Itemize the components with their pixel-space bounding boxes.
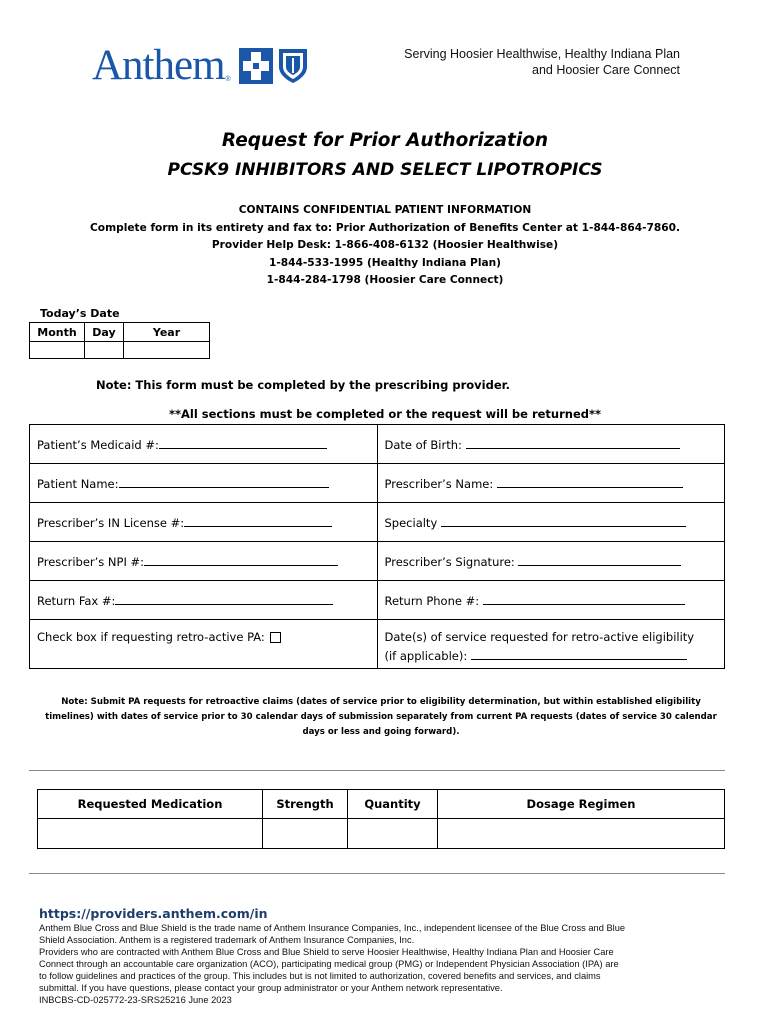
month-field[interactable] [30, 342, 85, 359]
logo-trademark: ® [225, 75, 231, 83]
prescriber-note: Note: This form must be completed by the prescribing provider. [96, 378, 511, 392]
serving-line-2: and Hoosier Care Connect [532, 62, 680, 77]
patient-name-cell [30, 464, 378, 503]
col-quantity: Quantity [348, 790, 438, 819]
dob-label: Date of Birth: [384, 438, 462, 452]
return-fax-field[interactable] [115, 592, 333, 605]
medication-table [37, 789, 725, 849]
retro-dates-label-1: Date(s) of service requested for retro-active eligibility [384, 630, 695, 644]
return-fax-label: Return Fax #: [37, 594, 116, 608]
helpdesk-healthy-indiana: 1-844-533-1995 (Healthy Indiana Plan) [269, 256, 501, 269]
logo-wordmark: Anthem [92, 42, 225, 89]
signature-field[interactable] [518, 553, 681, 566]
retroactive-note: Note: Submit PA requests for retroactive claims (dates of service prior to eligibility determination, but within established eligibility timelines) with dates of service prior to 30 calendar days of submission separately from current PA requests (dates of service 30 calendar days or less and going forward). [45, 697, 717, 737]
form-title: Request for Prior Authorization [221, 130, 549, 151]
prescriber-name-label: Prescriber’s Name: [384, 477, 494, 491]
patient-name-field[interactable] [119, 475, 329, 488]
return-phone-field[interactable] [483, 592, 685, 605]
retro-dates-field[interactable] [471, 647, 687, 660]
signature-label: Prescriber’s Signature: [384, 555, 515, 569]
prescriber-name-cell [377, 464, 725, 503]
col-dosage-regimen: Dosage Regimen [438, 790, 725, 819]
bcbs-symbols [239, 47, 309, 85]
dob-cell [377, 425, 725, 464]
footer-line-1: Anthem Blue Cross and Blue Shield is the trade name of Anthem Insurance Companies, Inc., independent licensee of the Blue Cross and Blue [39, 923, 626, 933]
prescriber-name-field[interactable] [497, 475, 683, 488]
signature-cell [377, 542, 725, 581]
npi-field[interactable] [144, 553, 338, 566]
day-field[interactable] [85, 342, 124, 359]
sections-note: **All sections must be completed or the request will be returned** [168, 407, 602, 421]
quantity-field[interactable] [348, 819, 438, 849]
license-label: Prescriber’s IN License #: [37, 516, 185, 530]
return-fax-cell [30, 581, 378, 620]
return-phone-cell [377, 581, 725, 620]
medication-field[interactable] [38, 819, 263, 849]
helpdesk-hoosier-care: 1-844-284-1798 (Hoosier Care Connect) [266, 274, 504, 286]
blue-shield-icon [277, 47, 309, 85]
year-header: Year [124, 323, 210, 342]
return-phone-label: Return Phone #: [384, 594, 480, 608]
medicaid-cell [30, 425, 378, 464]
fax-instructions: Complete form in its entirety and fax to: Prior Authorization of Benefits Center at 1-844-864-7860. [90, 221, 680, 234]
day-header: Day [85, 323, 124, 342]
footer-line-3: Providers who are contracted with Anthem Blue Cross and Blue Shield to serve Hoosier Healthwise, Healthy Indiana Plan and Hoosier Care [39, 947, 614, 957]
contact-info [0, 202, 770, 290]
col-requested-medication: Requested Medication [38, 790, 263, 819]
provider-url-link[interactable]: https://providers.anthem.com/in [39, 906, 268, 921]
retro-check-cell [30, 620, 378, 669]
dosage-regimen-field[interactable] [438, 819, 725, 849]
footer-line-6: submittal. If you have questions, please contact your group administrator or your Anthem network representative. [39, 983, 503, 993]
anthem-logo [92, 44, 309, 88]
todays-date-label: Today’s Date [40, 307, 120, 320]
col-strength: Strength [263, 790, 348, 819]
medicaid-field[interactable] [159, 436, 327, 449]
confidential-notice: CONTAINS CONFIDENTIAL PATIENT INFORMATION [238, 204, 532, 216]
strength-field[interactable] [263, 819, 348, 849]
divider-top [29, 770, 725, 771]
license-cell [30, 503, 378, 542]
footer-disclaimer [39, 922, 689, 1006]
todays-date-table [29, 322, 210, 359]
patient-name-label: Patient Name: [37, 477, 119, 491]
year-field[interactable] [124, 342, 210, 359]
specialty-cell [377, 503, 725, 542]
npi-cell [30, 542, 378, 581]
retro-dates-cell [377, 620, 725, 669]
specialty-field[interactable] [441, 514, 686, 527]
retro-checkbox[interactable] [270, 632, 281, 643]
blue-cross-icon [239, 48, 273, 84]
footer-line-5: to follow guidelines and practices of the group. This includes but is not limited to authorization, covered benefits and services, and claims [39, 971, 601, 981]
dob-field[interactable] [466, 436, 680, 449]
retro-dates-label-2: (if applicable): [384, 649, 468, 663]
license-field[interactable] [184, 514, 332, 527]
npi-label: Prescriber’s NPI #: [37, 555, 145, 569]
specialty-label: Specialty [384, 516, 438, 530]
form-code: INBCBS-CD-025772-23-SRS25216 June 2023 [39, 995, 232, 1005]
serving-line-1: Serving Hoosier Healthwise, Healthy Indiana Plan [404, 47, 680, 61]
divider-bottom [29, 873, 725, 874]
month-header: Month [30, 323, 85, 342]
footer-line-2: Shield Association. Anthem is a registered trademark of Anthem Insurance Companies, Inc. [39, 935, 415, 945]
retro-check-label: Check box if requesting retro-active PA: [37, 630, 265, 644]
footer-line-4: Connect through an accountable care organization (ACO), participating medical group (PMG) or Independent Physician Association (IPA) are [39, 959, 619, 969]
form-subtitle: PCSK9 INHIBITORS AND SELECT LIPOTROPICS [167, 160, 603, 180]
medicaid-label: Patient’s Medicaid #: [37, 438, 159, 452]
patient-prescriber-table [29, 424, 725, 669]
serving-notice [404, 47, 680, 78]
helpdesk-hoosier-healthwise: Provider Help Desk: 1-866-408-6132 (Hoosier Healthwise) [211, 239, 559, 251]
